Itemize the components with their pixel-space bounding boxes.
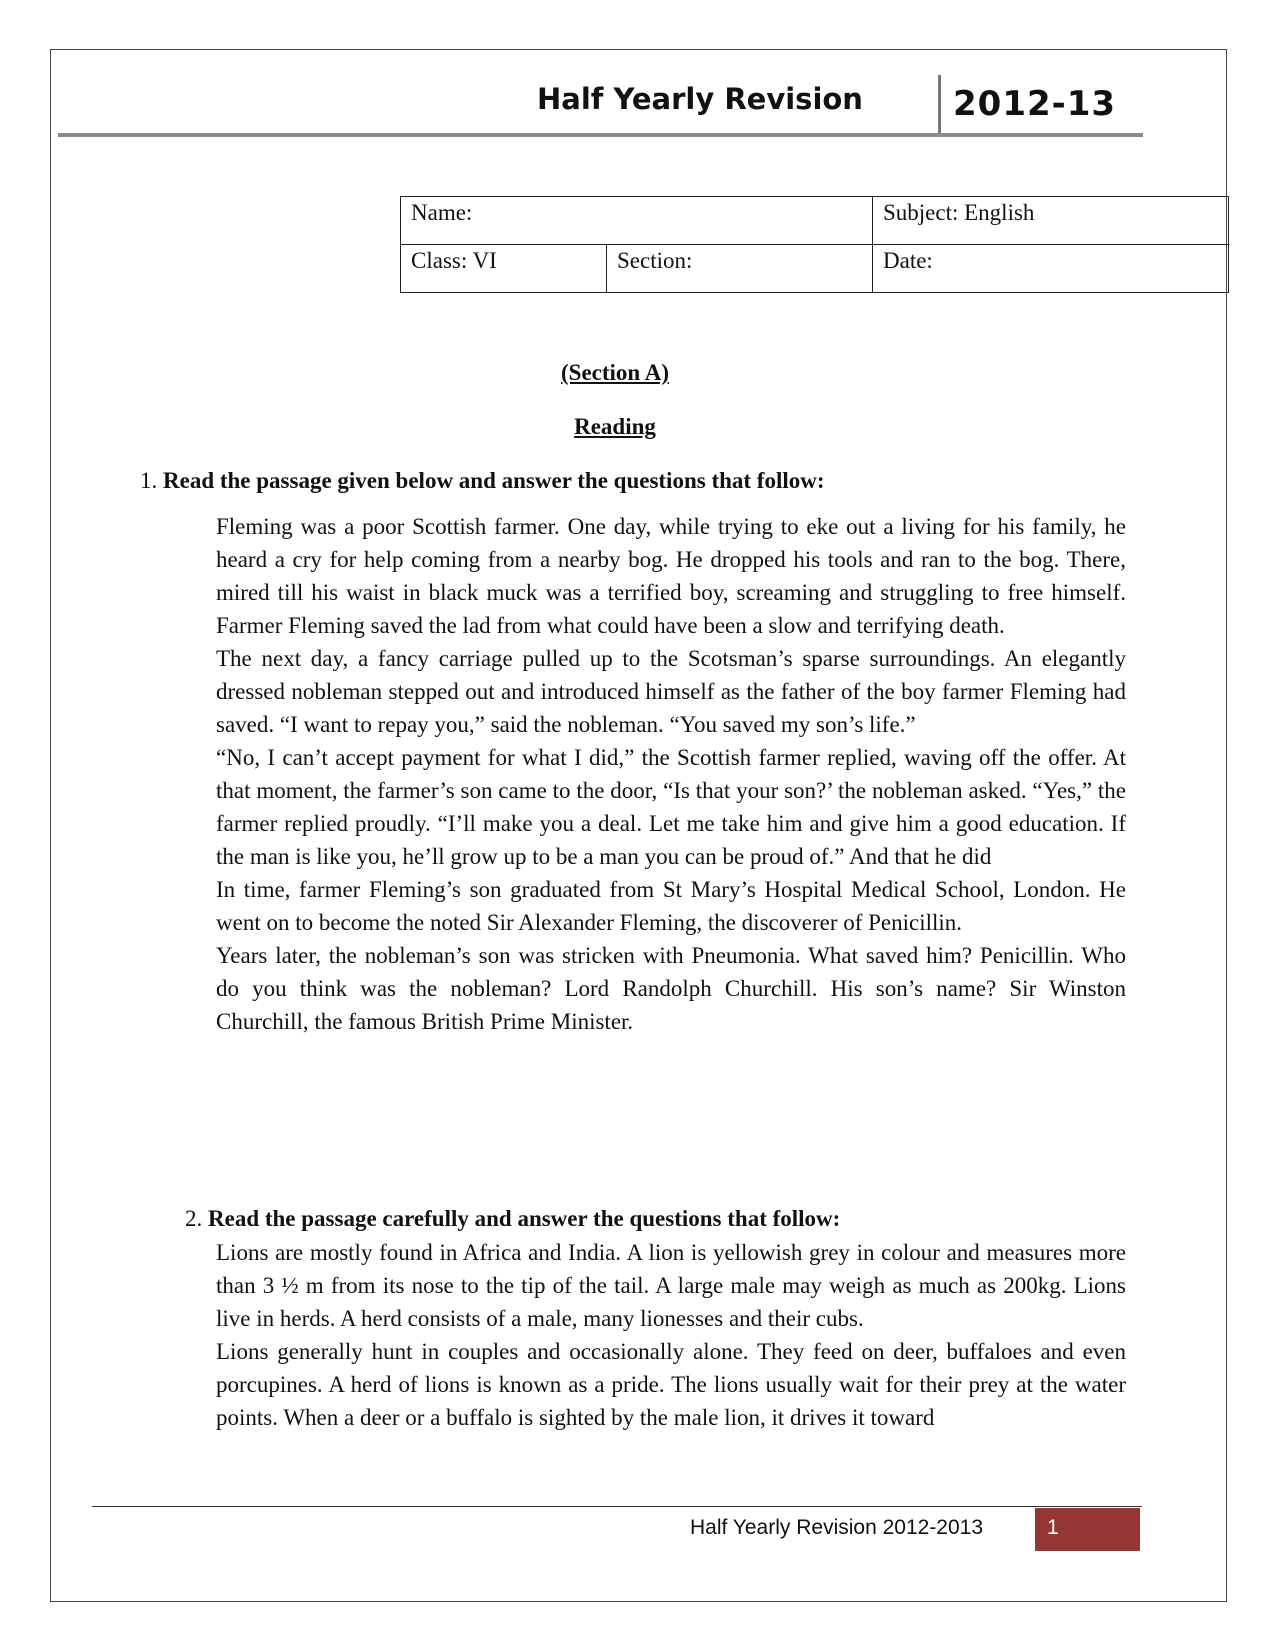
passage-1-paragraph: The next day, a fancy carriage pulled up to the Scotsman’s sparse surroundings. An elegantly dressed nobleman stepped out and introduced himself as the father of the boy farmer Fleming had saved. “I want to repay you,” said the nobleman. “You saved my son’s life.” xyxy=(216,646,1126,737)
question-1-prompt: Read the passage given below and answer the questions that follow: xyxy=(163,468,825,493)
student-info-table xyxy=(400,196,1229,293)
passage-2-paragraph: Lions are mostly found in Africa and India. A lion is yellowish grey in colour and measures more than 3 ½ m from its nose to the tip of the tail. A large male may weigh as much as 200kg. Lions live in herds. A herd consists of a male, many lionesses and their cubs. xyxy=(216,1240,1126,1331)
footer-text: Half Yearly Revision 2012-2013 xyxy=(690,1516,984,1539)
passage-1 xyxy=(216,510,1126,1038)
question-2-heading xyxy=(185,1206,840,1232)
footer-rule xyxy=(92,1506,1142,1507)
question-2-prompt: Read the passage carefully and answer the questions that follow: xyxy=(208,1206,841,1231)
header-title: Half Yearly Revision xyxy=(537,82,863,116)
subject-cell: Subject: English xyxy=(873,197,1229,245)
section-cell[interactable]: Section: xyxy=(607,245,873,293)
section-subheading: Reading xyxy=(574,414,656,439)
question-2-number: 2. xyxy=(185,1206,203,1231)
passage-1-paragraph: Fleming was a poor Scottish farmer. One day, while trying to eke out a living for his family, he heard a cry for help coming from a nearby bog. He dropped his tools and ran to the bog. There, mired till his waist in black muck was a terrified boy, screaming and struggling to free himself. Farmer Fleming saved the lad from what could have been a slow and terrifying death. xyxy=(216,514,1126,638)
page-number-badge: 1 xyxy=(1035,1508,1140,1551)
header-year: 2012-13 xyxy=(953,84,1117,124)
header-divider xyxy=(938,75,941,137)
class-cell: Class: VI xyxy=(401,245,607,293)
passage-1-paragraph: In time, farmer Fleming’s son graduated from St Mary’s Hospital Medical School, London. He went on to become the noted Sir Alexander Fleming, the discoverer of Penicillin. xyxy=(216,877,1126,935)
passage-1-paragraph: Years later, the nobleman’s son was stricken with Pneumonia. What saved him? Penicillin. Who do you think was the nobleman? Lord Randolph Churchill. His son’s name? Sir Winston Churchill, the famous British Prime Minister. xyxy=(216,943,1126,1034)
passage-1-paragraph: “No, I can’t accept payment for what I did,” the Scottish farmer replied, waving off the offer. At that moment, the farmer’s son came to the door, “Is that your son?’ the nobleman asked. “Yes,” the farmer replied proudly. “I’ll make you a deal. Let me take him and give him a good education. If the man is like you, he’ll grow up to be a man you can be proud of.” And that he did xyxy=(216,745,1126,869)
date-cell[interactable]: Date: xyxy=(873,245,1229,293)
question-1-number: 1. xyxy=(140,468,158,493)
passage-2-paragraph: Lions generally hunt in couples and occasionally alone. They feed on deer, buffaloes and even porcupines. A herd of lions is known as a pride. The lions usually wait for their prey at the water points. When a deer or a buffalo is sighted by the male lion, it drives it toward xyxy=(216,1339,1126,1430)
passage-2 xyxy=(216,1236,1126,1434)
name-cell[interactable]: Name: xyxy=(401,197,873,245)
header-rule xyxy=(58,133,1143,137)
question-1-heading xyxy=(140,468,825,494)
section-heading: (Section A) xyxy=(561,360,669,385)
